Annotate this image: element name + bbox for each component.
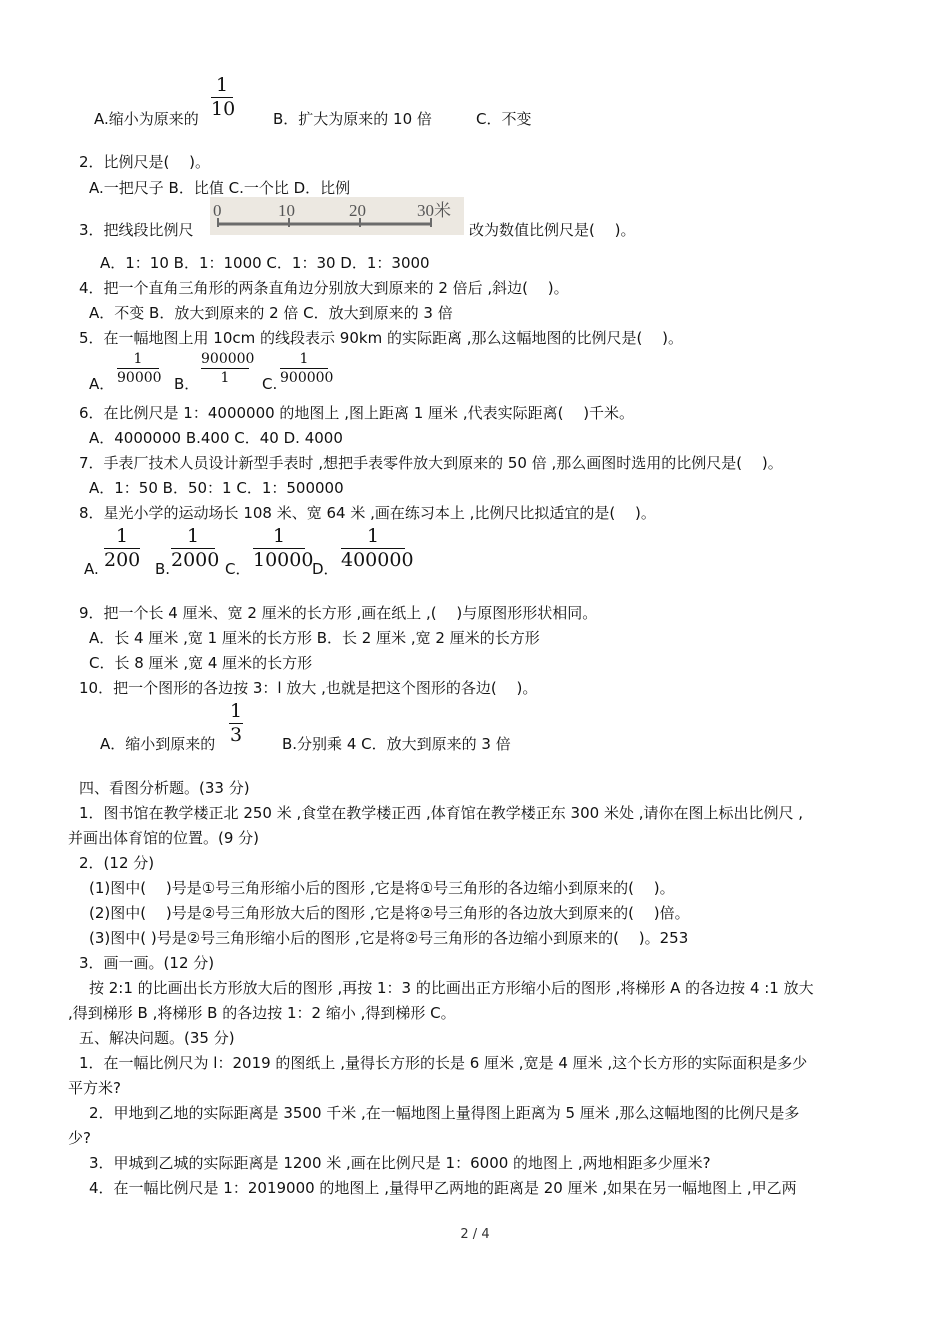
s4-q3-line1: 按 2:1 的比画出长方形放大后的图形 ,再按 1：3 的比画出正方形缩小后的图形 ,将梯形 A 的各边按 4 :1 放大 (89, 979, 814, 997)
q5-option-a-label: A． (89, 375, 115, 393)
q8-option-a-label: A. (84, 560, 99, 578)
section-4-heading: 四、看图分析题。(33 分) (79, 779, 250, 797)
q5-option-c-label: C. (262, 375, 278, 393)
s4-q2-part2: (2)图中( )号是②号三角形放大后的图形 ,它是将②号三角形的各边放大到原来的( )倍。 (89, 904, 690, 922)
s4-q2-heading: 2．(12 分) (79, 854, 155, 872)
q3-text-b: 改为数值比例尺是( )。 (469, 221, 636, 239)
s4-q1-line2: 并画出体育馆的位置。(9 分) (68, 829, 260, 847)
q8-option-c-label: C． (225, 560, 251, 578)
scale-tick-30: 30米 (417, 201, 451, 220)
fraction-one-tenth: 1 10 (211, 74, 236, 120)
s5-q1-line2: 平方米? (68, 1079, 121, 1097)
q1-option-c: C．不变 (476, 110, 532, 128)
q10-text: 10．把一个图形的各边按 3：l 放大 ,也就是把这个图形的各边( )。 (79, 679, 538, 697)
q3-options: A．1：10 B．1：1000 C．1：30 D．1：3000 (100, 254, 430, 272)
s4-q3-line2: ,得到梯形 B ,将梯形 B 的各边按 1：2 缩小 ,得到梯形 C。 (68, 1004, 456, 1022)
q3-text-a: 3．把线段比例尺 (79, 221, 194, 239)
q4-text: 4．把一个直角三角形的两条直角边分别放大到原来的 2 倍后 ,斜边( )。 (79, 279, 569, 297)
fraction-1-90000: 1 90000 (117, 351, 162, 386)
q8-option-d-label: D． (312, 560, 339, 578)
fraction-1-10000: 1 10000 (253, 525, 314, 571)
q9-options-2: C．长 8 厘米 ,宽 4 厘米的长方形 (89, 654, 313, 672)
s5-q4: 4．在一幅比例尺是 1：2019000 的地图上 ,量得甲乙两地的距离是 20 厘米 ,如果在另一幅地图上 ,甲乙两 (89, 1179, 797, 1197)
scale-tick-10: 10 (278, 201, 295, 220)
q8-text: 8．星光小学的运动场长 108 米、宽 64 米 ,画在练习本上 ,比例尺比拟适宜的是( )。 (79, 504, 656, 522)
q7-text: 7．手表厂技术人员设计新型手表时 ,想把手表零件放大到原来的 50 倍 ,那么画图时选用的比例尺是( )。 (79, 454, 783, 472)
fraction-1-2000: 1 2000 (171, 525, 220, 571)
q7-options: A．1：50 B．50：1 C．1：500000 (89, 479, 344, 497)
scale-tick-20: 20 (349, 201, 366, 220)
q2-options: A.一把尺子 B．比值 C.一个比 D．比例 (89, 179, 351, 197)
q10-options-bc: B.分别乘 4 C．放大到原来的 3 倍 (282, 735, 511, 753)
q4-options: A．不变 B．放大到原来的 2 倍 C．放大到原来的 3 倍 (89, 304, 453, 322)
s4-q2-part1: (1)图中( )号是①号三角形缩小后的图形 ,它是将①号三角形的各边缩小到原来的( )。 (89, 879, 675, 897)
q9-options-1: A．长 4 厘米 ,宽 1 厘米的长方形 B．长 2 厘米 ,宽 2 厘米的长方形 (89, 629, 540, 647)
s4-q2-part3: (3)图中( )号是②号三角形缩小后的图形 ,它是将②号三角形的各边缩小到原来的( )。253 (89, 929, 689, 947)
s4-q3-heading: 3．画一画。(12 分) (79, 954, 215, 972)
s5-q3: 3．甲城到乙城的实际距离是 1200 米 ,画在比例尺是 1：6000 的地图上 ,两地相距多少厘米? (89, 1154, 711, 1172)
q6-options: A．4000000 B.400 C．40 D. 4000 (89, 429, 343, 447)
s5-q2-line1: 2．甲地到乙地的实际距离是 3500 千米 ,在一幅地图上量得图上距离为 5 厘米 ,那么这幅地图的比例尺是多 (89, 1104, 800, 1122)
fraction-1-400000: 1 400000 (341, 525, 414, 571)
s4-q1-line1: 1．图书馆在教学楼正北 250 米 ,食堂在教学楼正西 ,体育馆在教学楼正东 300 米处 ,请你在图上标出比例尺 , (79, 804, 804, 822)
fraction-1-900000: 1 900000 (280, 351, 334, 386)
q8-option-b-label: B. (155, 560, 171, 578)
section-5-heading: 五、解决问题。(35 分) (79, 1029, 235, 1047)
s5-q1-line1: 1．在一幅比例尺为 l：2019 的图纸上 ,量得长方形的长是 6 厘米 ,宽是 4 厘米 ,这个长方形的实际面积是多少 (79, 1054, 808, 1072)
fraction-1-200: 1 200 (104, 525, 141, 571)
s5-q2-line2: 少? (68, 1129, 91, 1147)
q2-text: 2．比例尺是( )。 (79, 153, 211, 171)
scale-tick-0: 0 (213, 201, 222, 220)
page-number: 2 / 4 (460, 1227, 490, 1242)
q9-text: 9．把一个长 4 厘米、宽 2 厘米的长方形 ,画在纸上 ,( )与原图形形状相同。 (79, 604, 598, 622)
fraction-900000-1: 900000 1 (201, 351, 255, 386)
q6-text: 6．在比例尺是 1：4000000 的地图上 ,图上距离 1 厘米 ,代表实际距离( )千米。 (79, 404, 635, 422)
fraction-one-third: 1 3 (229, 700, 243, 746)
q5-option-b-label: B． (174, 375, 200, 393)
q1-option-b: B．扩大为原来的 10 倍 (273, 110, 432, 128)
q5-text: 5．在一幅地图上用 10cm 的线段表示 90km 的实际距离 ,那么这幅地图的比例尺是( )。 (79, 329, 683, 347)
q1-option-a: A.缩小为原来的 (94, 110, 199, 128)
line-scale-bar (210, 197, 464, 235)
q10-option-a: A．缩小到原来的 (100, 735, 216, 753)
